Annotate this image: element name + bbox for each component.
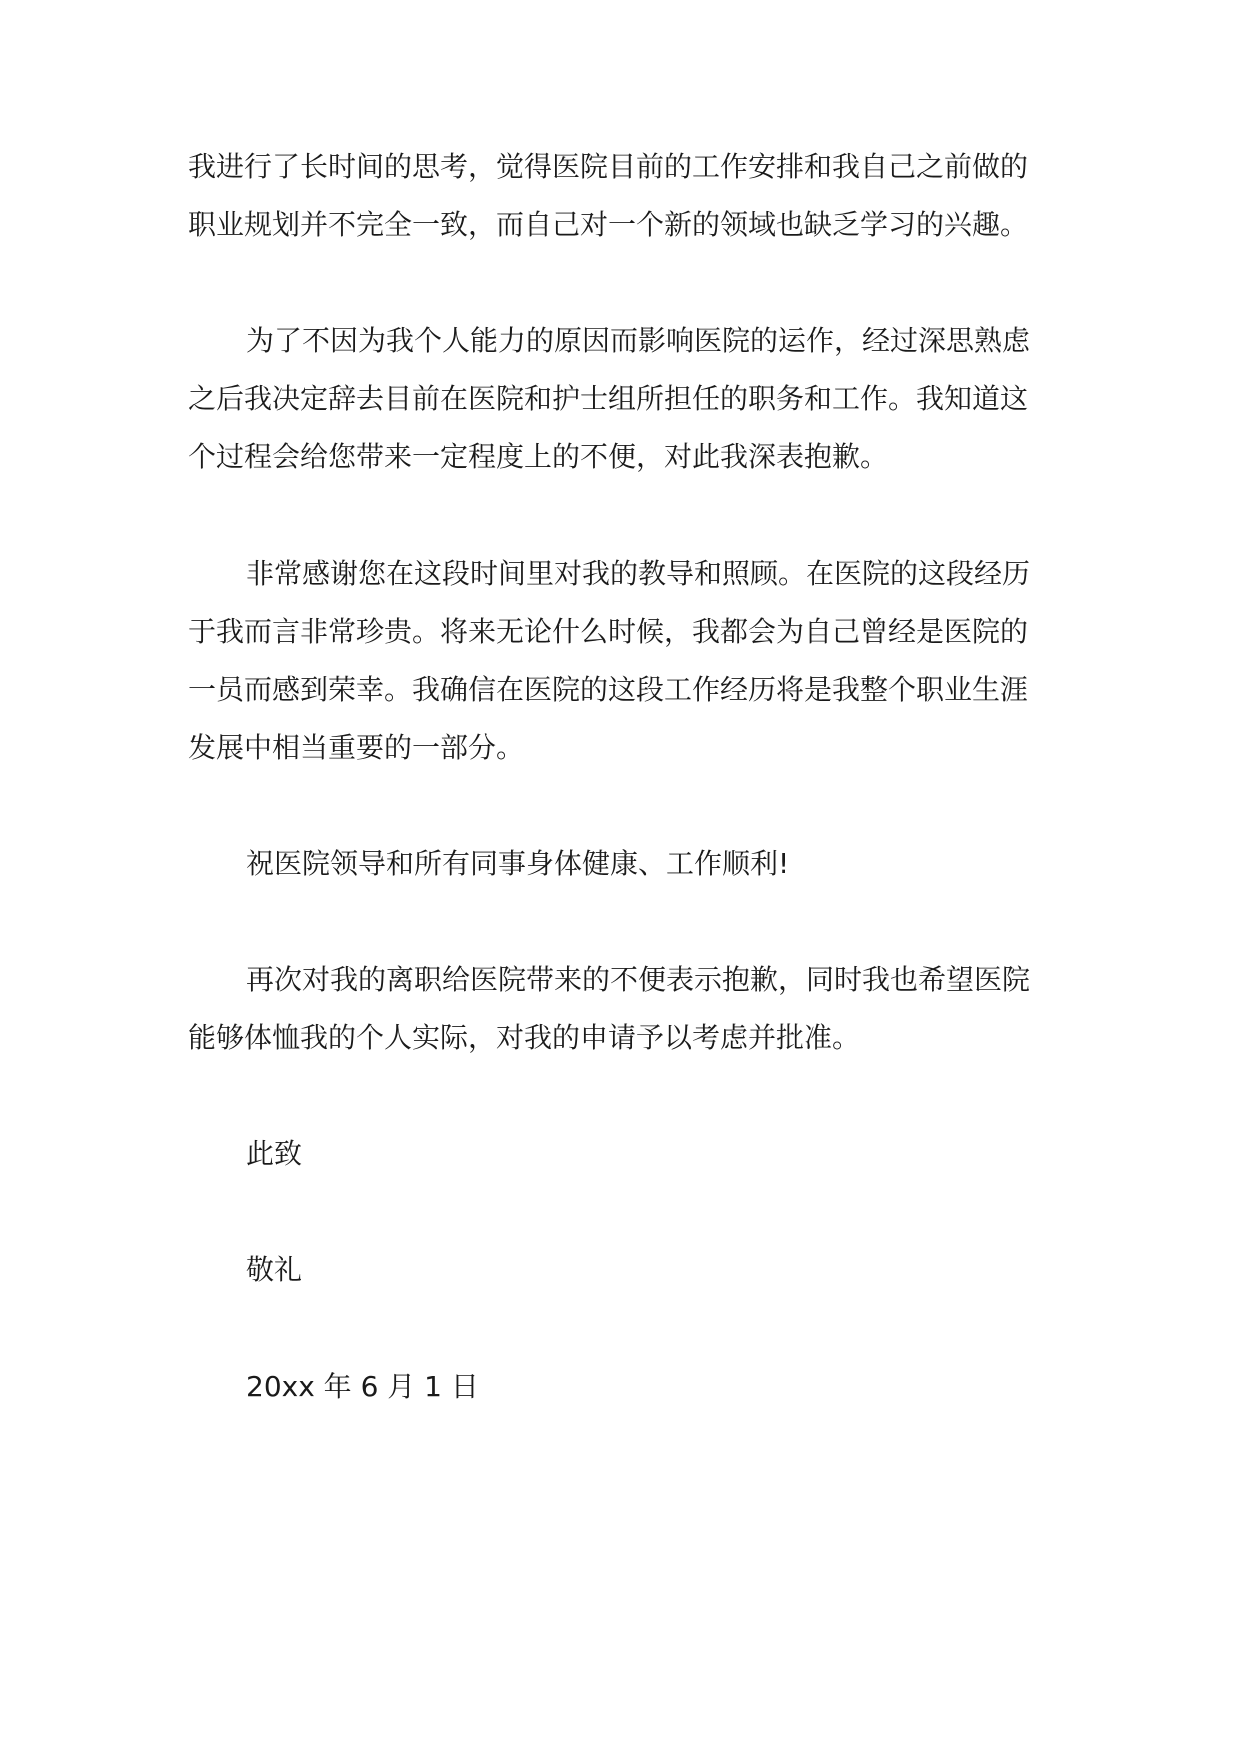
closing-salutation: 此致 (246, 1137, 303, 1170)
paragraph-3-line-3: 一员而感到荣幸。我确信在医院的这段工作经历将是我整个职业生涯 (188, 673, 1029, 706)
paragraph-1-line-1: 我进行了长时间的思考，觉得医院目前的工作安排和我自己之前做的 (188, 150, 1029, 183)
paragraph-3-line-4: 发展中相当重要的一部分。 (188, 731, 525, 764)
paragraph-2-line-3: 个过程会给您带来一定程度上的不便，对此我深表抱歉。 (188, 440, 889, 473)
paragraph-1-line-2: 职业规划并不完全一致，而自己对一个新的领域也缺乏学习的兴趣。 (188, 208, 1029, 241)
paragraph-5-line-1: 再次对我的离职给医院带来的不便表示抱歉，同时我也希望医院 (246, 963, 1031, 996)
letter-date: 20xx 年 6 月 1 日 (246, 1370, 479, 1403)
closing-regards: 敬礼 (246, 1253, 303, 1286)
paragraph-4-line-1: 祝医院领导和所有同事身体健康、工作顺利! (246, 847, 790, 880)
paragraph-5-line-2: 能够体恤我的个人实际，对我的申请予以考虑并批准。 (188, 1021, 861, 1054)
paragraph-3-line-2: 于我而言非常珍贵。将来无论什么时候，我都会为自己曾经是医院的 (188, 615, 1029, 648)
paragraph-3-line-1: 非常感谢您在这段时间里对我的教导和照顾。在医院的这段经历 (246, 557, 1031, 590)
paragraph-2-line-2: 之后我决定辞去目前在医院和护士组所担任的职务和工作。我知道这 (188, 382, 1029, 415)
paragraph-2-line-1: 为了不因为我个人能力的原因而影响医院的运作，经过深思熟虑 (246, 324, 1031, 357)
